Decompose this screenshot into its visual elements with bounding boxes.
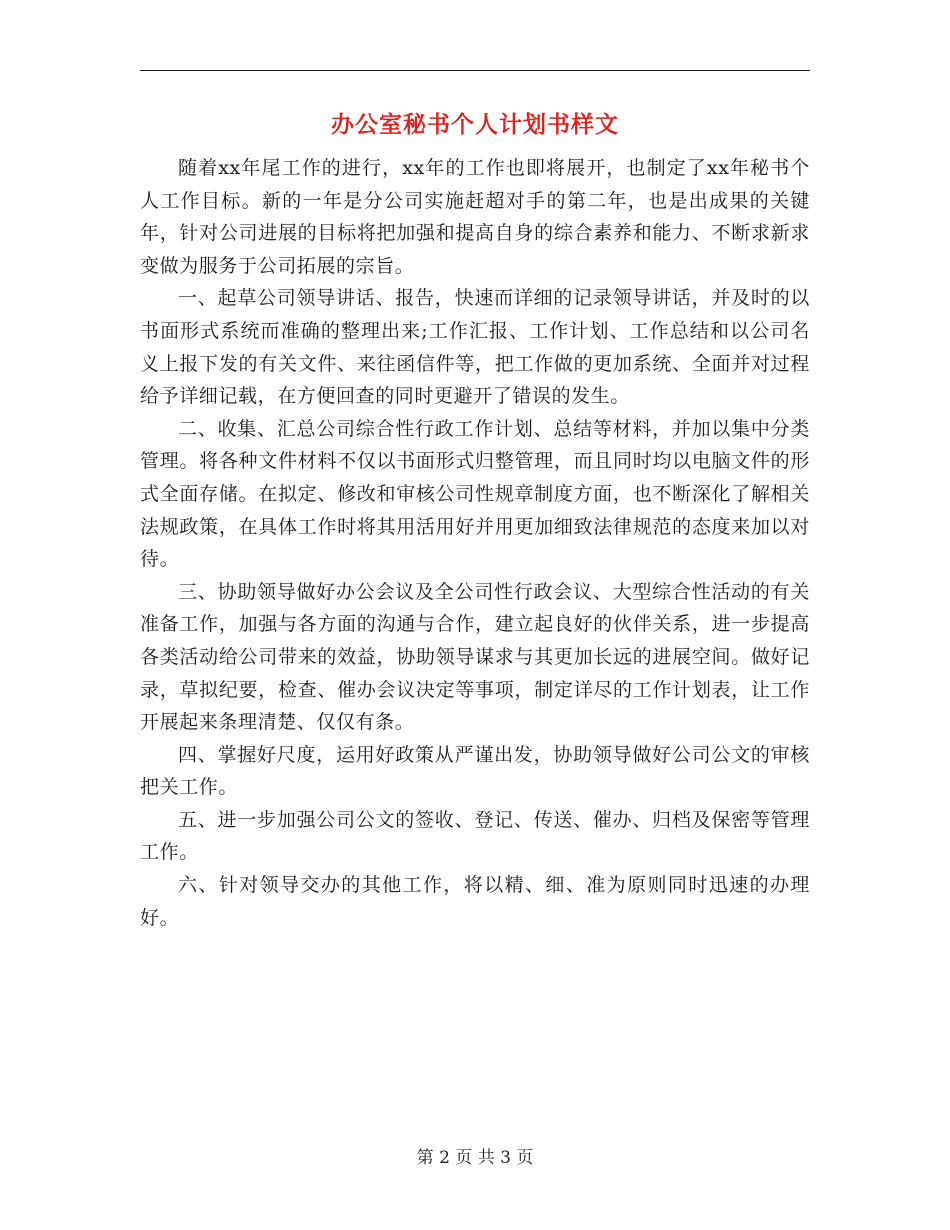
page-number-footer: 第 2 页 共 3 页: [416, 1148, 534, 1168]
paragraph-intro: 随着xx年尾工作的进行，xx年的工作也即将展开，也制定了xx年秘书个人工作目标。新的一年是分公司实施赶超对手的第二年，也是出成果的关键年，针对公司进展的目标将把加强和提高自身的综合素养和能力、不断求新求变做为服务于公司拓展的宗旨。: [140, 157, 810, 277]
paragraph-item-1: 一、起草公司领导讲话、报告，快速而详细的记录领导讲话，并及时的以书面形式系统而准确的整理出来;工作汇报、工作计划、工作总结和以公司名义上报下发的有关文件、来往函信件等，把工作做的更加系统、全面并对过程给予详细记载，在方便回查的同时更避开了错误的发生。: [140, 287, 810, 408]
document-title: 办公室秘书个人计划书样文: [331, 111, 619, 138]
paragraph-item-3: 三、协助领导做好办公会议及全公司性行政会议、大型综合性活动的有关准备工作，加强与各方面的沟通与合作，建立起良好的伙伴关系，进一步提高各类活动给公司带来的效益，协助领导谋求与其更加长远的进展空间。做好记录，草拟纪要，检查、催办会议决定等事项，制定详尽的工作计划表，让工作开展起来条理清楚、仅仅有条。: [140, 580, 810, 734]
paragraph-item-4: 四、掌握好尺度，运用好政策从严谨出发，协助领导做好公司公文的审核把关工作。: [140, 743, 810, 799]
paragraph-item-5: 五、进一步加强公司公文的签收、登记、传送、催办、归档及保密等管理工作。: [140, 808, 810, 864]
document-body: [140, 152, 810, 934]
header-rule: [140, 70, 810, 71]
paragraph-item-6: 六、针对领导交办的其他工作，将以精、细、准为原则同时迅速的办理好。: [140, 874, 810, 929]
paragraph-item-2: 二、收集、汇总公司综合性行政工作计划、总结等材料，并加以集中分类管理。将各种文件材料不仅以书面形式归整管理，而且同时均以电脑文件的形式全面存储。在拟定、修改和审核公司性规章制度方面，也不断深化了解相关法规政策，在具体工作时将其用活用好并用更加细致法律规范的态度来加以对待。: [140, 417, 810, 571]
